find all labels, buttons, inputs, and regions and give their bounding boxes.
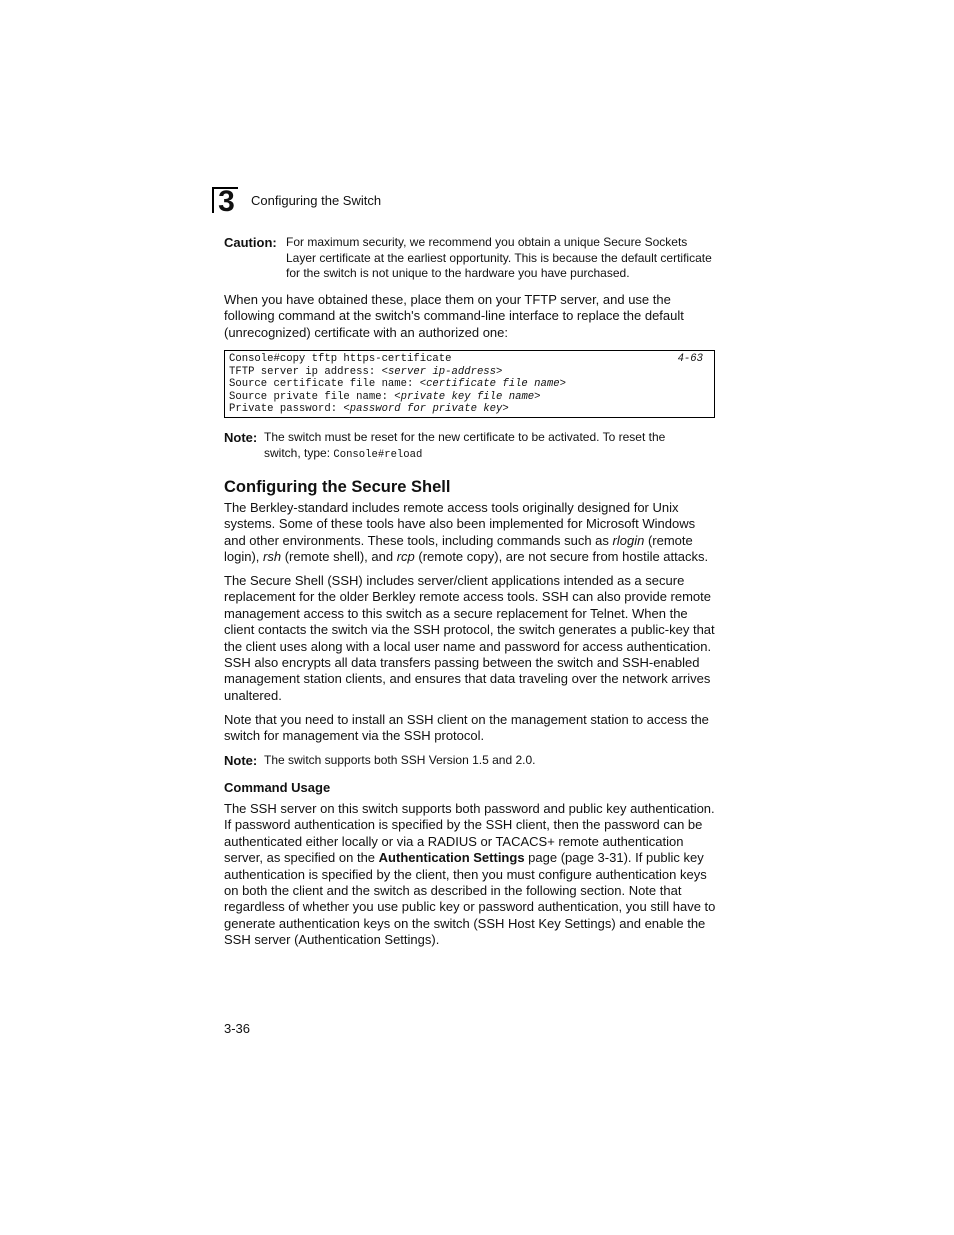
command-usage-paragraph: The SSH server on this switch supports both password and public key authentication. If password authentication is specified by the SSH client, then the password can be authenticated either locally or via a RADIUS or TACACS+ remote authentication server, as specified on the Authentication Settings page (page 3-31). If public key authentication is specified by the client, then you must configure authentication keys on both the client and the switch as described in the following section. Note that regardless of whether you use public key or password authentication, you still have to generate authentication keys on the switch (SSH Host Key Settings) and enable the SSH server (Authentication Settings). — [224, 801, 716, 948]
section-title: Configuring the Secure Shell — [224, 478, 451, 496]
note-reset-text: The switch must be reset for the new certificate to be activated. To reset the switch, type: Console#reload — [264, 430, 666, 461]
note-reset-block — [224, 430, 704, 463]
code-block — [224, 350, 715, 418]
berkley-paragraph: The Berkley-standard includes remote access tools originally designed for Unix systems. Some of these tools have also been implemented for Microsoft Windows and other environments. These tools, including commands such as rlogin (remote login), rsh (remote shell), and rcp (remote copy), are not secure from hostile attacks. — [224, 500, 709, 565]
note-label: Note: — [224, 430, 258, 445]
intro-paragraph: When you have obtained these, place them on your TFTP server, and use the following command at the switch's command-line interface to replace the default (unrecognized) certificate with an authorized one: — [224, 292, 684, 340]
authentication-settings-ref: Authentication Settings — [378, 850, 525, 866]
ssh-client-paragraph: Note that you need to install an SSH client on the management station to access the switch for management via the SSH protocol. — [224, 712, 709, 744]
chapter-header — [212, 185, 382, 218]
note-ssh-text: The switch supports both SSH Version 1.5 and 2.0. — [264, 753, 536, 767]
code-line: Console#copy tftp https-certificate — [229, 353, 452, 365]
ssh-paragraph: The Secure Shell (SSH) includes server/client applications intended as a secure replacement for the older Berkley remote access tools. SSH can also provide remote management access to this switch as a secure replacement for Telnet. When the client contacts the switch via the SSH protocol, the switch generates a public-key that the client uses along with a local user name and password for access authentication. SSH also encrypts all data transfers passing between the switch and SSH-enabled management station clients, and ensures that data traveling over the network arrives unaltered. — [224, 573, 715, 703]
note-ssh-block — [224, 753, 536, 769]
page-number: 3-36 — [224, 1021, 251, 1036]
chapter-title: Configuring the Switch — [251, 192, 382, 208]
note-label: Note: — [224, 753, 258, 768]
caution-block — [224, 235, 716, 282]
caution-label: Caution: — [224, 235, 277, 250]
reload-command: Console#reload — [333, 448, 423, 461]
code-line: Source certificate file name: < certificate file name > — [229, 378, 566, 390]
code-line: TFTP server ip address: < server ip-address > — [229, 365, 503, 378]
caution-text: For maximum security, we recommend you obtain a unique Secure Sockets Layer certificate at the earliest opportunity. This is because the default certificate for the switch is not unique to the hardware you have purchased. — [286, 235, 712, 281]
code-line: Private password: < password for private key > — [229, 403, 509, 415]
command-usage-title: Command Usage — [224, 780, 331, 795]
code-line: Source private file name: < private key file name > — [229, 390, 541, 403]
chapter-number: 3 — [212, 187, 238, 213]
code-reference: 4-63 — [677, 353, 703, 365]
